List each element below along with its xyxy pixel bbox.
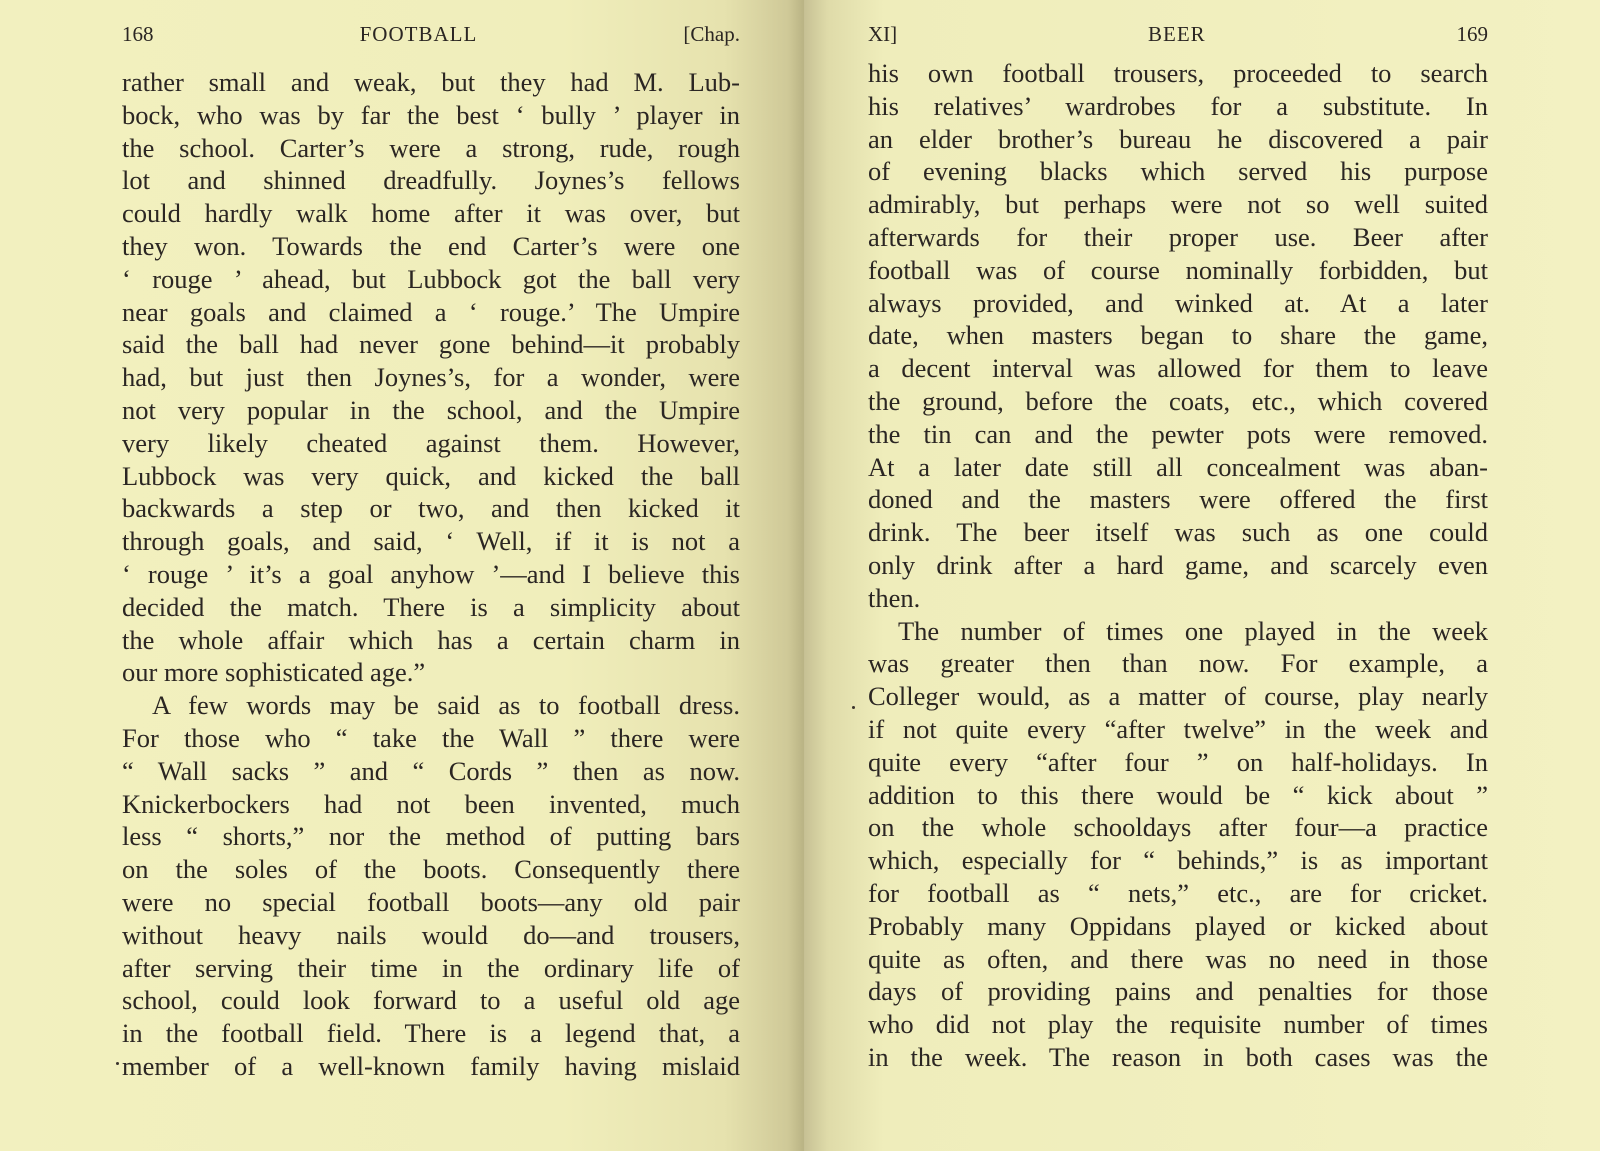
text-line: Probably many Oppidans played or kicked about [868, 910, 1488, 941]
text-line: the tin can and the pewter pots were removed. [868, 418, 1488, 449]
text-line: school, could look forward to a useful old age [122, 985, 740, 1016]
right-page-header [868, 22, 1488, 52]
text-line: A few words may be said as to football dress. [152, 690, 740, 721]
text-line: they won. Towards the end Carter’s were one [122, 230, 740, 261]
ink-speck [116, 1062, 119, 1065]
text-line: Colleger would, as a matter of course, play nearly [868, 681, 1488, 712]
text-line: the school. Carter’s were a strong, rude, rough [122, 132, 740, 163]
text-line: the ground, before the coats, etc., which covered [868, 385, 1488, 416]
left-page-number: 168 [122, 22, 154, 46]
text-line: Lubbock was very quick, and kicked the ball [122, 460, 740, 491]
text-line: who did not play the requisite number of times [868, 1009, 1488, 1040]
text-line: was greater then than now. For example, a [868, 648, 1488, 679]
text-line: through goals, and said, ‘ Well, if it is not a [122, 526, 740, 557]
text-line: rather small and weak, but they had M. Lub- [122, 67, 740, 97]
text-line: bock, who was by far the best ‘ bully ’ player in [122, 99, 740, 130]
text-line: lot and shinned dreadfully. Joynes’s fellows [122, 165, 740, 196]
text-line: date, when masters began to share the game, [868, 320, 1488, 351]
text-line: on the whole schooldays after four—a practice [868, 812, 1488, 843]
text-line: decided the match. There is a simplicity about [122, 591, 740, 622]
text-line: without heavy nails would do—and trousers, [122, 919, 740, 950]
text-line: our more sophisticated age.” [122, 657, 426, 688]
text-line: “ Wall sacks ” and “ Cords ” then as now. [122, 755, 740, 786]
ink-speck [852, 706, 855, 709]
text-line: said the ball had never gone behind—it probably [122, 329, 740, 360]
text-line: Knickerbockers had not been invented, much [122, 788, 740, 819]
text-line: only drink after a hard game, and scarcely even [868, 549, 1488, 580]
text-line: near goals and claimed a ‘ rouge.’ The Umpire [122, 296, 740, 327]
text-line: doned and the masters were offered the first [868, 484, 1488, 515]
text-line: the whole affair which has a certain charm in [122, 624, 740, 655]
text-line: quite every “after four ” on half-holidays. In [868, 746, 1488, 777]
text-line: football was of course nominally forbidden, but [868, 254, 1488, 285]
text-line: always provided, and winked at. At a later [868, 287, 1488, 318]
text-line: on the soles of the boots. Consequently there [122, 854, 740, 885]
text-line: member of a well-known family having mislaid [122, 1050, 740, 1081]
left-chapter-marker: [Chap. [683, 22, 740, 46]
text-line: then. [868, 582, 921, 613]
text-line: very likely cheated against them. However, [122, 427, 740, 458]
text-line: quite as often, and there was no need in those [868, 943, 1488, 974]
text-line: had, but just then Joynes’s, for a wonder, were [122, 362, 740, 393]
text-line: For those who “ take the Wall ” there were [122, 722, 740, 753]
text-line: drink. The beer itself was such as one could [868, 517, 1488, 548]
left-page-header [122, 22, 740, 52]
left-page-text [122, 66, 740, 1083]
text-line: backwards a step or two, and then kicked it [122, 493, 740, 524]
text-line: in the football field. There is a legend that, a [122, 1018, 740, 1049]
right-page-text [868, 57, 1488, 1074]
text-line: ‘ rouge ’ it’s a goal anyhow ’—and I believe this [122, 558, 740, 589]
right-page-number: 169 [1456, 22, 1488, 46]
left-running-title: FOOTBALL [359, 22, 478, 46]
right-running-title: BEER [1147, 22, 1206, 46]
text-line: addition to this there would be “ kick about ” [868, 779, 1488, 810]
text-line: his relatives’ wardrobes for a substitute. In [868, 90, 1488, 121]
text-line: ‘ rouge ’ ahead, but Lubbock got the ball very [122, 263, 740, 294]
text-line: days of providing pains and penalties for those [868, 976, 1488, 1007]
right-page [804, 0, 1600, 1151]
text-line: his own football trousers, proceeded to search [868, 58, 1488, 88]
text-line: of evening blacks which served his purpose [868, 156, 1488, 187]
text-line: after serving their time in the ordinary life of [122, 952, 740, 983]
text-line: admirably, but perhaps were not so well suited [868, 189, 1488, 220]
text-line: were no special football boots—any old pair [122, 886, 740, 917]
text-line: a decent interval was allowed for them to leave [868, 353, 1488, 384]
text-line: not very popular in the school, and the Umpire [122, 394, 740, 425]
right-chapter-marker: XI] [868, 22, 898, 46]
text-line: At a later date still all concealment was aban- [868, 451, 1488, 482]
text-line: for football as “ nets,” etc., are for cricket. [868, 877, 1488, 908]
text-line: if not quite every “after twelve” in the week and [868, 713, 1488, 744]
text-line: which, especially for “ behinds,” is as important [868, 845, 1488, 876]
text-line: less “ shorts,” nor the method of putting bars [122, 821, 740, 852]
text-line: could hardly walk home after it was over, but [122, 198, 740, 229]
text-line: The number of times one played in the week [898, 615, 1488, 646]
text-line: afterwards for their proper use. Beer after [868, 221, 1488, 252]
text-line: an elder brother’s bureau he discovered a pair [868, 123, 1488, 154]
text-line: in the week. The reason in both cases was the [868, 1041, 1488, 1072]
